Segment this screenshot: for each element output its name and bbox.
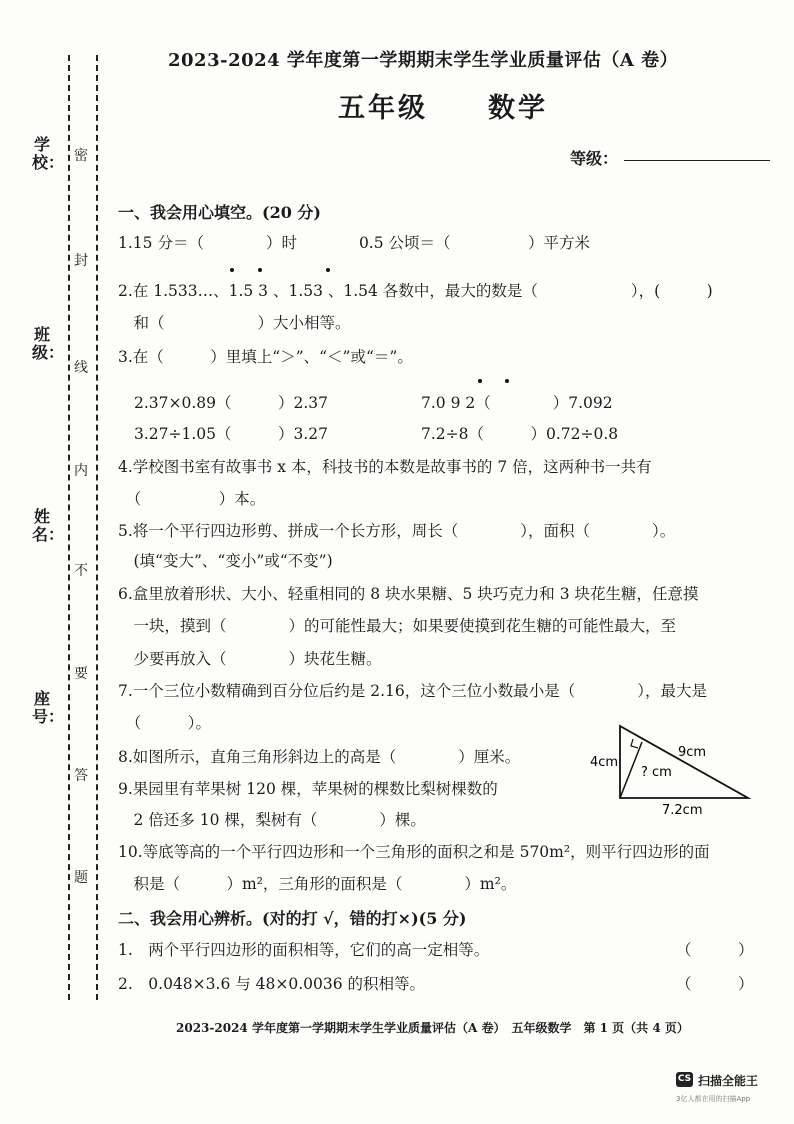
question-line: 10.等底等高的一个平行四边形和一个三角形的面积之和是 570m²，则平行四边形的面	[118, 843, 710, 861]
seal-char: 不	[72, 560, 90, 580]
exam-title: 2023-2024 学年度第一学期期末学生学业质量评估（A 卷）	[168, 50, 679, 71]
question-line: 3.27÷1.05（ ）3.27 7.2÷8（ ）0.72÷0.8	[134, 425, 619, 443]
triangle-shape	[620, 726, 748, 798]
repeating-dot	[478, 379, 482, 383]
side-label-hypotenuse: 9cm	[678, 745, 707, 760]
right-triangle-figure	[586, 718, 756, 818]
question-line: 9.果园里有苹果树 120 棵，苹果树的棵数比梨树棵数的	[118, 780, 498, 798]
seal-char: 封	[72, 250, 90, 270]
question-line: （ ）。	[118, 714, 212, 732]
binding-line-right	[96, 55, 98, 1000]
repeating-dot	[258, 268, 262, 272]
side-label-left: 4cm	[590, 755, 619, 770]
camscanner-name: 扫描全能王	[698, 1074, 759, 1088]
repeating-dot	[326, 268, 330, 272]
height-label: ? cm	[641, 765, 672, 780]
question-line: 少要再放入（ ）块花生糖。	[118, 650, 382, 668]
height-line	[620, 742, 642, 798]
side-label-base: 7.2cm	[662, 803, 703, 818]
repeating-dot	[505, 379, 509, 383]
camscanner-tagline: 3亿人都在用的扫描App	[676, 1095, 751, 1103]
question-line: (填“变大”、“变小”或“不变”)	[118, 552, 333, 570]
repeating-dot	[230, 268, 234, 272]
seal-char: 题	[72, 867, 90, 887]
exam-subtitle: 五年级 数学	[338, 93, 548, 124]
question-line: 8.如图所示，直角三角形斜边上的高是（ ）厘米。	[118, 748, 521, 766]
section2-heading: 二、我会用心辨析。(对的打 √，错的打×)(5 分)	[118, 909, 467, 928]
question-line: 和（ ）大小相等。	[118, 314, 351, 332]
judgement-answer-box[interactable]: （ ）	[676, 975, 754, 993]
seal-char: 线	[72, 357, 90, 377]
name-label: 姓名：	[32, 507, 65, 544]
binding-line-left	[68, 55, 70, 1000]
right-angle-mark	[631, 739, 638, 748]
camscanner-logo: CS	[676, 1072, 693, 1087]
question-line: 2.37×0.89（ ）2.37 7.0 9 2（ ）7.092	[134, 394, 613, 412]
question-line: 3.在（ ）里填上“＞”、“＜”或“＝”。	[118, 348, 413, 366]
question-line: 1.15 分＝（ ）时 0.5 公顷＝（ ）平方米	[118, 234, 591, 252]
question-line: 6.盒里放着形状、大小、轻重相同的 8 块水果糖、5 块巧克力和 3 块花生糖，任意摸	[118, 585, 699, 603]
page-footer: 2023-2024 学年度第一学期期末学生学业质量评估（A 卷） 五年级数学 第 1 页（共 4 页）	[176, 1021, 689, 1035]
section1-heading: 一、我会用心填空。(20 分)	[118, 203, 321, 222]
judgement-answer-box[interactable]: （ ）	[676, 941, 754, 959]
question-line: （ ）本。	[118, 490, 266, 508]
judgement-item: 2. 0.048×3.6 与 48×0.0036 的积相等。	[118, 975, 426, 993]
school-label: 学校：	[32, 135, 65, 172]
class-label: 班级：	[32, 325, 65, 362]
question-line: 积是（ ）m²，三角形的面积是（ ）m²。	[118, 875, 517, 893]
grade-label: 等级：	[570, 149, 619, 168]
question-line: 4.学校图书室有故事书 x 本，科技书的本数是故事书的 7 倍，这两种书一共有	[118, 458, 652, 476]
question-line: 5.将一个平行四边形剪、拼成一个长方形，周长（ ），面积（ ）。	[118, 522, 676, 540]
judgement-item: 1. 两个平行四边形的面积相等，它们的高一定相等。	[118, 941, 490, 959]
seal-char: 答	[72, 765, 90, 785]
grade-blank-line	[624, 160, 770, 161]
seat-number-label: 座号：	[32, 689, 65, 726]
seal-char: 内	[72, 460, 90, 480]
seal-char: 密	[72, 145, 90, 165]
question-line: 2.在 1.533…、1.5 3 、1.53 、1.54 各数中，最大的数是（ ），( )	[118, 282, 713, 300]
seal-char: 要	[72, 663, 90, 683]
question-line: 2 倍还多 10 棵，梨树有（ ）棵。	[118, 811, 426, 829]
question-line: 7.一个三位小数精确到百分位后约是 2.16，这个三位小数最小是（ ），最大是	[118, 682, 707, 700]
question-line: 一块，摸到（ ）的可能性最大；如果要使摸到花生糖的可能性最大，至	[118, 617, 677, 635]
